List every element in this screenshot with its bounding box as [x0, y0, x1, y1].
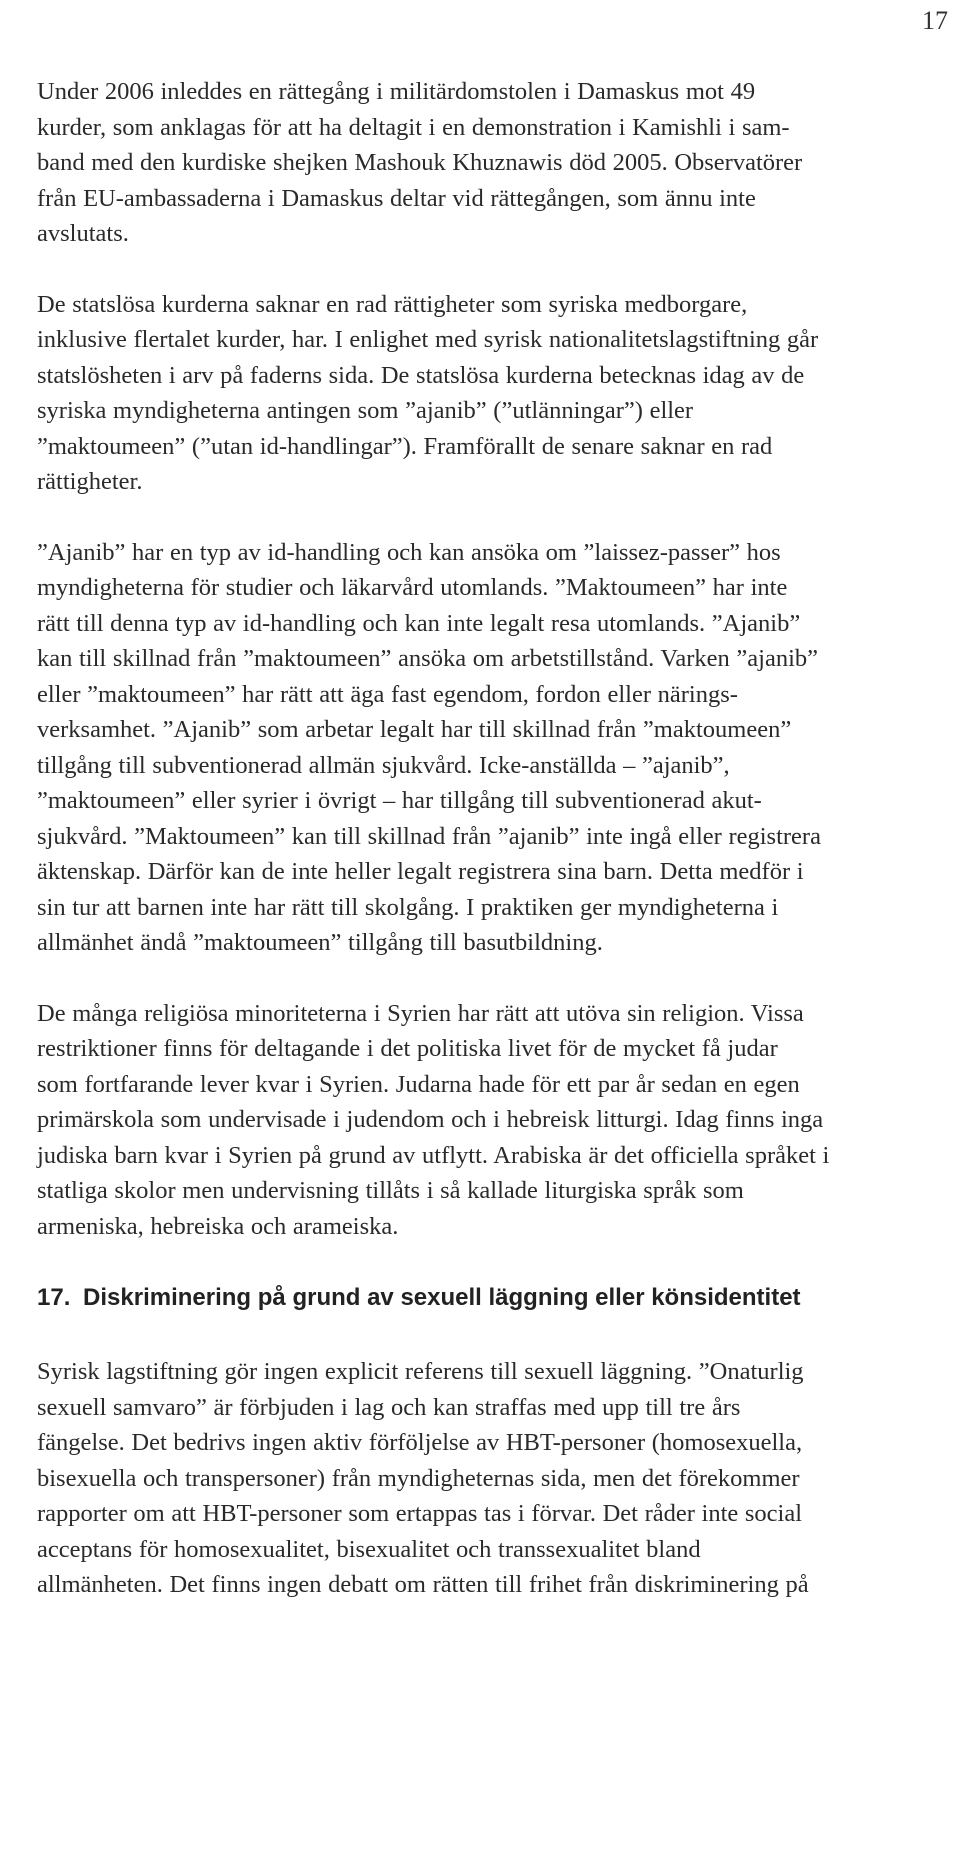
text-line: från EU-ambassaderna i Damaskus deltar vid rättegången, som ännu inte [37, 184, 756, 212]
text-line: ”maktoumeen” eller syrier i övrigt – har tillgång till subventionerad akut- [37, 787, 762, 814]
text-line: acceptans för homosexualitet, bisexualitet och transsexualitet bland [37, 1535, 701, 1563]
document-body [37, 74, 949, 1603]
text-line: verksamhet. ”Ajanib” som arbetar legalt har till skillnad från ”maktoumeen” [37, 716, 792, 743]
text-line: som fortfarande lever kvar i Syrien. Judarna hade för ett par år sedan en egen [37, 1070, 800, 1098]
section-title: Diskriminering på grund av sexuell läggning eller könsidentitet [83, 1284, 801, 1311]
section-number: 17. [37, 1284, 71, 1311]
text-line: band med den kurdiske shejken Mashouk Khuznawis död 2005. Observatörer [37, 149, 803, 176]
paragraph-religious-minorities [37, 996, 949, 1245]
text-line: sjukvård. ”Maktoumeen” kan till skillnad från ”ajanib” inte ingå eller registrera [37, 822, 821, 850]
text-line: rättigheter. [37, 468, 143, 495]
text-line: allmänheten. Det finns ingen debatt om rätten till frihet från diskriminering på [37, 1571, 809, 1598]
text-line: äktenskap. Därför kan de inte heller legalt registrera sina barn. Detta medför i [37, 858, 804, 885]
text-line: myndigheterna för studier och läkarvård utomlands. ”Maktoumeen” har inte [37, 574, 788, 601]
text-line: Under 2006 inleddes en rättegång i militärdomstolen i Damaskus mot 49 [37, 78, 756, 105]
text-line: allmänhet ändå ”maktoumeen” tillgång till basutbildning. [37, 929, 603, 956]
text-line: syriska myndigheterna antingen som ”ajanib” (”utlänningar”) eller [37, 397, 694, 424]
text-line: armeniska, hebreiska och arameiska. [37, 1212, 399, 1240]
text-line: De statslösa kurderna saknar en rad rättigheter som syriska medborgare, [37, 290, 748, 318]
text-line: primärskola som undervisade i judendom och i hebreisk litturgi. Idag finns inga [37, 1106, 824, 1133]
paragraph-ajanib-maktoumeen [37, 535, 949, 961]
paragraph-stateless-kurds [37, 287, 949, 500]
text-line: Syrisk lagstiftning gör ingen explicit referens till sexuell läggning. ”Onaturlig [37, 1358, 804, 1385]
text-line: fängelse. Det bedrivs ingen aktiv förföljelse av HBT-personer (homosexuella, [37, 1429, 803, 1456]
text-line: judiska barn kvar i Syrien på grund av utflytt. Arabiska är det officiella språket i [37, 1141, 830, 1169]
text-line: rätt till denna typ av id-handling och kan inte legalt resa utomlands. ”Ajanib” [37, 609, 801, 637]
text-line: inklusive flertalet kurder, har. I enlighet med syrisk nationalitetslagstiftning går [37, 326, 819, 353]
section-heading [37, 1278, 949, 1318]
text-line: statliga skolor men undervisning tillåts i så kallade liturgiska språk som [37, 1177, 744, 1204]
text-line: ”maktoumeen” (”utan id-handlingar”). Framförallt de senare saknar en rad [37, 432, 773, 460]
text-line: avslutats. [37, 220, 129, 247]
text-line: kurder, som anklagas för att ha deltagit i en demonstration i Kamishli i sam- [37, 113, 790, 141]
text-line: tillgång till subventionerad allmän sjukvård. Icke-anställda – ”ajanib”, [37, 751, 730, 779]
text-line: restriktioner finns för deltagande i det politiska livet för de mycket få judar [37, 1035, 778, 1062]
text-line: kan till skillnad från ”maktoumeen” ansöka om arbetstillstånd. Varken ”ajanib” [37, 645, 818, 672]
text-line: sexuell samvaro” är förbjuden i lag och kan straffas med upp till tre års [37, 1393, 741, 1421]
text-line: rapporter om att HBT-personer som ertappas tas i förvar. Det råder inte social [37, 1500, 803, 1527]
text-line: ”Ajanib” har en typ av id-handling och kan ansöka om ”laissez-passer” hos [37, 538, 781, 566]
text-line: statslösheten i arv på faderns sida. De statslösa kurderna betecknas idag av de [37, 361, 805, 389]
paragraph-trial [37, 74, 949, 252]
text-line: sin tur att barnen inte har rätt till skolgång. I praktiken ger myndigheterna i [37, 893, 779, 921]
paragraph-sexual-orientation [37, 1354, 949, 1603]
text-line: De många religiösa minoriteterna i Syrien har rätt att utöva sin religion. Vissa [37, 999, 804, 1027]
text-line: eller ”maktoumeen” har rätt att äga fast egendom, fordon eller närings- [37, 680, 738, 708]
page-number: 17 [922, 6, 948, 35]
text-line: bisexuella och transpersoner) från myndigheternas sida, men det förekommer [37, 1464, 800, 1492]
